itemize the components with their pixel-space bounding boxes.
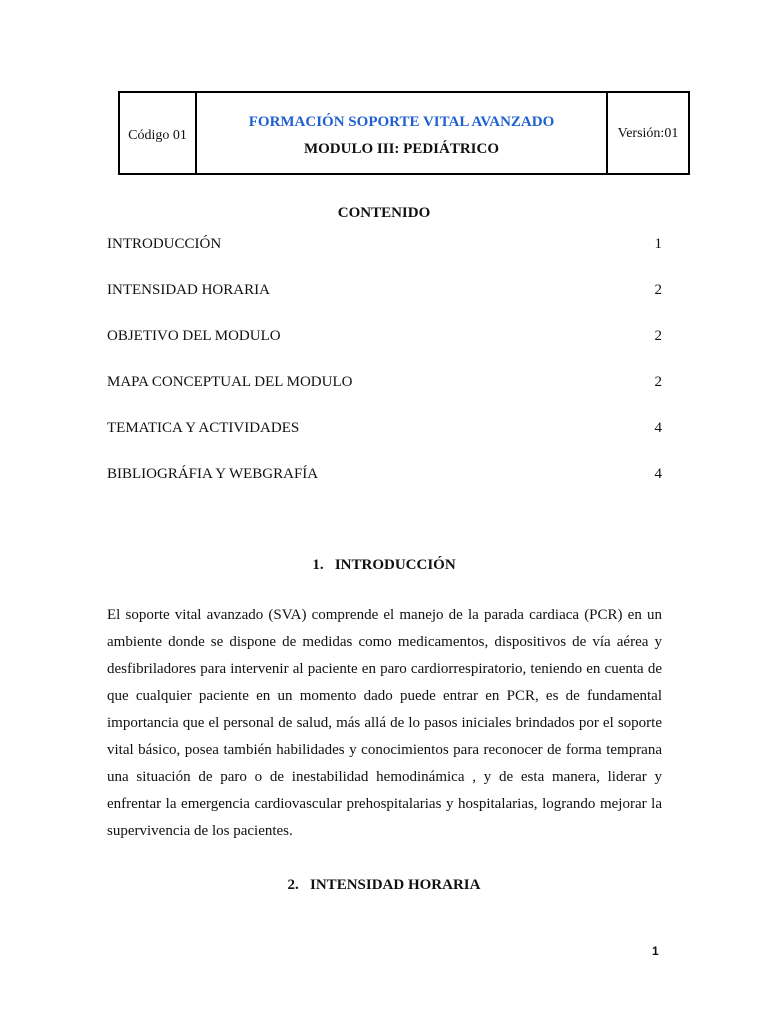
toc-entry-introduccion[interactable]: [107, 235, 662, 281]
toc-entry-page: 2: [654, 282, 662, 298]
page-number: 1: [652, 944, 659, 958]
section-heading-introduccion: 1. INTRODUCCIÓN: [312, 557, 456, 573]
toc-entry-tematica[interactable]: [107, 419, 662, 465]
toc-entry-bibliografia[interactable]: [107, 465, 662, 511]
code-cell: Código 01: [120, 93, 197, 173]
document-header-table: [118, 91, 690, 175]
toc-entry-label: INTENSIDAD HORARIA: [107, 282, 270, 298]
contents-heading: CONTENIDO: [337, 205, 431, 221]
toc-entry-page: 4: [654, 466, 662, 482]
toc-entry-label: OBJETIVO DEL MODULO: [107, 328, 281, 344]
toc-entry-objetivo[interactable]: [107, 327, 662, 373]
module-subtitle: MODULO III: PEDIÁTRICO: [303, 141, 499, 157]
toc-entry-page: 1: [654, 236, 662, 252]
toc-entry-page: 2: [654, 328, 662, 344]
toc-entry-label: INTRODUCCIÓN: [107, 236, 222, 252]
toc-entry-label: BIBLIOGRÁFIA Y WEBGRAFÍA: [107, 466, 319, 482]
toc-entry-page: 4: [654, 420, 662, 436]
section-heading-intensidad-horaria: 2. INTENSIDAD HORARIA: [287, 877, 481, 893]
document-title: FORMACIÓN SOPORTE VITAL AVANZADO: [248, 114, 555, 130]
toc-entry-page: 2: [654, 374, 662, 390]
version-cell: Versión:01: [617, 126, 679, 141]
title-cell: [197, 93, 608, 173]
introduccion-paragraph: El soporte vital avanzado (SVA) comprende el manejo de la parada cardiaca (PCR) en un ambiente donde se dispone de medidas como medicamentos, dispositivos de vía aérea y desfibriladores para intervenir al paciente en paro cardiorrespiratorio, teniendo en cuenta de que cualquier paciente en un momento dado puede entrar en PCR, es de fundamental importancia que el personal de salud, más allá de lo pasos iniciales brindados por el soporte vital básico, posea también habilidades y conocimientos para reconocer de forma temprana una situación de paro o de inestabilidad hemodinámica , y de esta manera, liderar y enfrentar la emergencia cardiovascular prehospitalarias y hospitalarias, logrando mejorar la supervivencia de los pacientes.: [107, 607, 662, 839]
toc-entry-intensidad-horaria[interactable]: [107, 281, 662, 327]
toc-entry-mapa-conceptual[interactable]: [107, 373, 662, 419]
table-of-contents: [107, 235, 662, 511]
toc-entry-label: TEMATICA Y ACTIVIDADES: [107, 420, 300, 436]
toc-entry-label: MAPA CONCEPTUAL DEL MODULO: [107, 374, 353, 390]
